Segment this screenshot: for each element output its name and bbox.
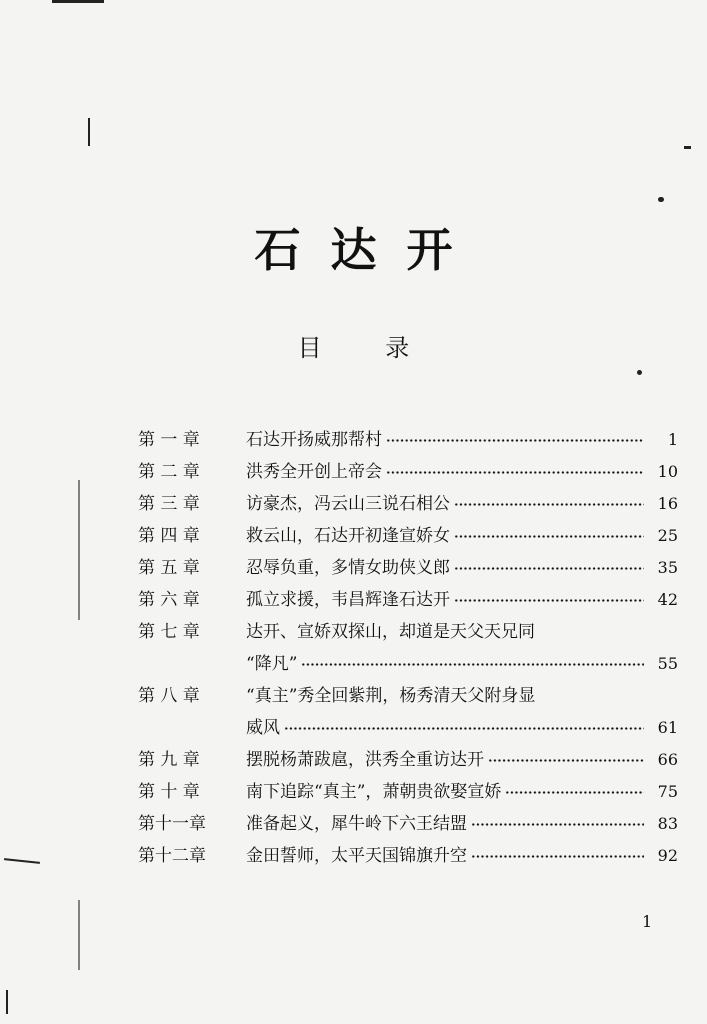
chapter-title: 救云山，石达开初逢宣娇女 bbox=[246, 526, 450, 546]
chapter-title: 达开、宣娇双探山，却道是天父天兄同 bbox=[246, 622, 535, 642]
dot-leader bbox=[454, 599, 644, 602]
chapter-label: 第 二 章 bbox=[138, 462, 200, 482]
scan-mark-top bbox=[52, 0, 104, 3]
chapter-title: 金田誓师，太平天国锦旗升空 bbox=[246, 846, 467, 866]
chapter-page-number: 1 bbox=[667, 430, 678, 449]
chapter-label: 第十一章 bbox=[138, 814, 206, 834]
toc-entry bbox=[138, 776, 678, 808]
chapter-label: 第 七 章 bbox=[138, 622, 200, 642]
scan-mark-left-3 bbox=[78, 900, 80, 970]
dot-leader bbox=[471, 855, 644, 858]
toc-entry bbox=[138, 424, 678, 456]
chapter-label: 第 六 章 bbox=[138, 590, 200, 610]
chapter-page-number: 66 bbox=[657, 750, 678, 769]
chapter-title: 摆脱杨萧跋扈，洪秀全重访达开 bbox=[246, 750, 484, 770]
toc-entry bbox=[138, 744, 678, 776]
toc-entry bbox=[138, 488, 678, 520]
chapter-label: 第 十 章 bbox=[138, 782, 200, 802]
dot-leader bbox=[471, 823, 644, 826]
chapter-title: 准备起义，犀牛岭下六王结盟 bbox=[246, 814, 467, 834]
chapter-page-number: 83 bbox=[657, 814, 678, 833]
scan-mark-right-3 bbox=[637, 370, 642, 375]
toc-entry bbox=[138, 520, 678, 552]
book-title: 石达开 bbox=[254, 223, 483, 277]
dot-leader bbox=[454, 503, 644, 506]
table-of-contents bbox=[138, 424, 678, 872]
toc-entry bbox=[138, 552, 678, 584]
dot-leader bbox=[488, 759, 644, 762]
chapter-page-number: 35 bbox=[657, 558, 678, 577]
toc-entry bbox=[138, 840, 678, 872]
chapter-page-number: 92 bbox=[657, 846, 678, 865]
chapter-title: “真主”秀全回紫荆，杨秀清天父附身显 bbox=[246, 686, 536, 706]
dot-leader bbox=[505, 791, 644, 794]
dot-leader bbox=[454, 535, 644, 538]
toc-entry bbox=[138, 584, 678, 616]
chapter-title: 石达开扬威那帮村 bbox=[246, 430, 382, 450]
chapter-label: 第 一 章 bbox=[138, 430, 200, 450]
dot-leader bbox=[386, 439, 644, 442]
chapter-page-number: 16 bbox=[657, 494, 678, 513]
scan-mark-right-1 bbox=[684, 146, 691, 149]
chapter-title: 洪秀全开创上帝会 bbox=[246, 462, 382, 482]
chapter-title: 南下追踪“真主”，萧朝贵欲娶宣娇 bbox=[246, 782, 502, 802]
contents-heading: 目 录 bbox=[297, 334, 438, 362]
toc-entry bbox=[138, 808, 678, 840]
toc-entry bbox=[138, 680, 678, 744]
scan-mark-left-5 bbox=[6, 990, 8, 1014]
dot-leader bbox=[284, 727, 644, 730]
chapter-label: 第 九 章 bbox=[138, 750, 200, 770]
dot-leader bbox=[301, 663, 644, 666]
scan-mark-left-2 bbox=[78, 480, 80, 620]
chapter-label: 第十二章 bbox=[138, 846, 206, 866]
dot-leader bbox=[386, 471, 644, 474]
toc-entry bbox=[138, 456, 678, 488]
chapter-page-number: 10 bbox=[657, 462, 678, 481]
scan-mark-left-1 bbox=[88, 118, 90, 146]
chapter-page-number: 61 bbox=[657, 718, 678, 737]
chapter-title: 忍辱负重，多情女助侠义郎 bbox=[246, 558, 450, 578]
page-number: 1 bbox=[642, 912, 653, 931]
chapter-page-number: 25 bbox=[657, 526, 678, 545]
chapter-title: 访豪杰，冯云山三说石相公 bbox=[246, 494, 450, 514]
dot-leader bbox=[454, 567, 644, 570]
scan-mark-left-4 bbox=[4, 858, 40, 864]
chapter-title: 孤立求援，韦昌辉逢石达开 bbox=[246, 590, 450, 610]
chapter-label: 第 三 章 bbox=[138, 494, 200, 514]
toc-entry bbox=[138, 616, 678, 680]
chapter-label: 第 五 章 bbox=[138, 558, 200, 578]
chapter-page-number: 55 bbox=[657, 654, 678, 673]
scan-mark-right-2 bbox=[658, 197, 664, 202]
chapter-page-number: 42 bbox=[657, 590, 678, 609]
chapter-page-number: 75 bbox=[657, 782, 678, 801]
chapter-title: 威风 bbox=[246, 718, 280, 738]
chapter-label: 第 四 章 bbox=[138, 526, 200, 546]
chapter-label: 第 八 章 bbox=[138, 686, 200, 706]
chapter-title: “降凡” bbox=[246, 654, 298, 674]
